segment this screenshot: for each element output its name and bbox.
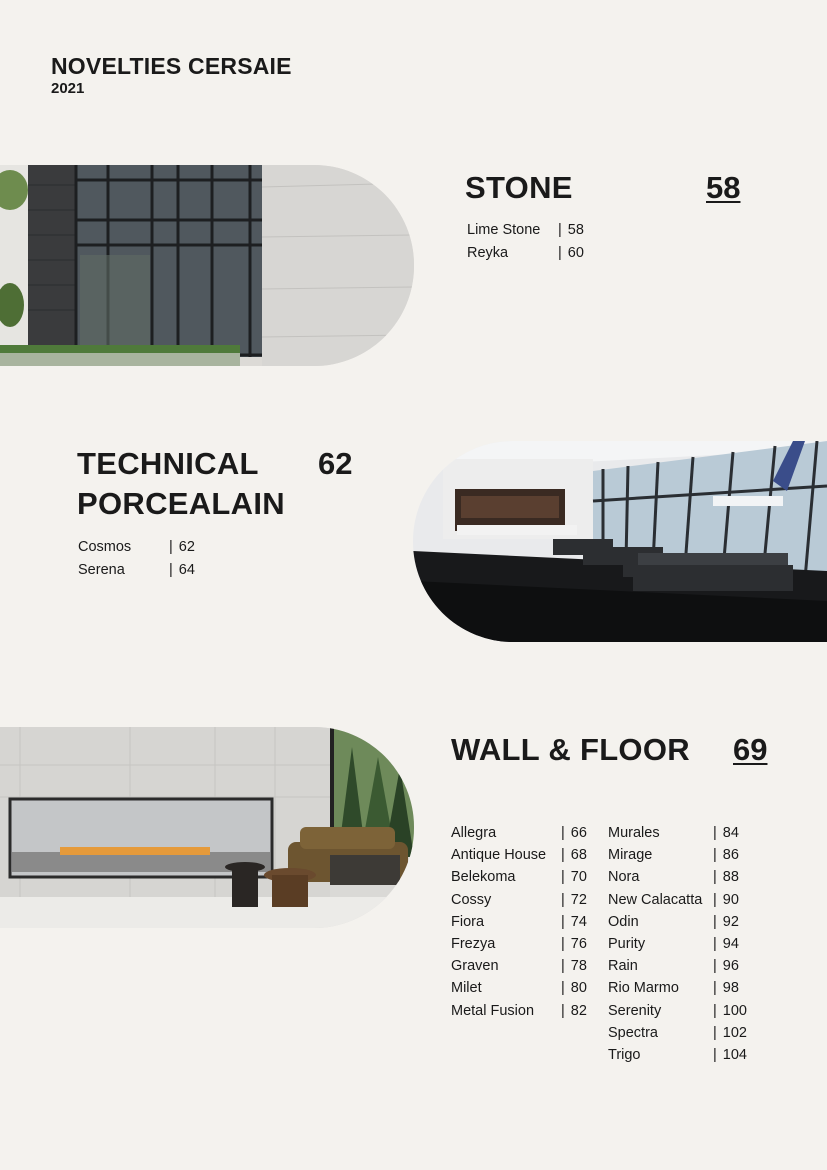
technical-page-link[interactable]: 62 (318, 446, 353, 481)
item-name: Purity (608, 936, 646, 952)
stone-image (0, 165, 414, 366)
item-page: | 100 (713, 1001, 747, 1021)
item-name: Serena (78, 562, 125, 578)
item-page: | 62 (169, 537, 195, 557)
item-name: Milet (451, 980, 482, 997)
item-page: | 78 (561, 956, 587, 976)
item-page: | 66 (561, 823, 587, 843)
wallfloor-page-link[interactable]: 69 (733, 732, 768, 767)
item-page: | 94 (713, 934, 739, 954)
item-name: Metal Fusion (451, 1002, 535, 1019)
item-page: | 58 (558, 220, 584, 240)
technical-title-line2: PORCEALAIN (77, 486, 285, 521)
item-page: | 84 (713, 823, 739, 843)
item-name: Fiora (451, 913, 485, 930)
item-page: | 98 (713, 978, 739, 998)
item-page: | 88 (713, 867, 739, 887)
item-page: | 102 (713, 1023, 747, 1043)
page-year: 2021 (51, 80, 85, 97)
item-name: Odin (608, 913, 639, 930)
item-name: Murales (608, 825, 660, 841)
item-page: | 60 (558, 243, 584, 263)
item-name: Trigo (608, 1047, 641, 1063)
item-page: | 82 (561, 1001, 587, 1021)
wallfloor-image (0, 727, 414, 928)
item-page: | 76 (561, 934, 587, 954)
item-name: Reyka (467, 245, 509, 261)
item-page: | 96 (713, 956, 739, 976)
item-name: New Calacatta (608, 891, 703, 908)
item-name: Nora (608, 869, 640, 886)
technical-title-line1: TECHNICAL (77, 446, 259, 481)
item-page: | 86 (713, 845, 739, 865)
item-page: | 64 (169, 560, 195, 580)
item-name: Cossy (451, 891, 492, 908)
item-page: | 68 (561, 845, 587, 865)
item-name: Frezya (451, 936, 496, 952)
item-name: Serenity (608, 1002, 662, 1019)
item-page: | 90 (713, 890, 739, 910)
item-page: | 92 (713, 912, 739, 932)
item-page: | 70 (561, 867, 587, 887)
stone-page-link[interactable]: 58 (706, 170, 741, 205)
item-name: Lime Stone (467, 222, 541, 238)
item-name: Rio Marmo (608, 980, 679, 997)
item-name: Cosmos (78, 539, 132, 555)
stone-title: STONE (465, 170, 573, 205)
item-name: Allegra (451, 825, 497, 841)
item-name: Graven (451, 958, 499, 975)
item-name: Antique House (451, 847, 547, 864)
item-name: Spectra (608, 1024, 658, 1041)
technical-image (413, 441, 827, 642)
item-page: | 80 (561, 978, 587, 998)
wallfloor-title: WALL & FLOOR (451, 732, 690, 767)
item-page: | 74 (561, 912, 587, 932)
item-name: Rain (608, 958, 638, 975)
item-name: Belekoma (451, 869, 516, 886)
item-page: | 104 (713, 1045, 747, 1065)
item-name: Mirage (608, 847, 653, 864)
item-page: | 72 (561, 890, 587, 910)
page-title: NOVELTIES CERSAIE (51, 53, 292, 79)
